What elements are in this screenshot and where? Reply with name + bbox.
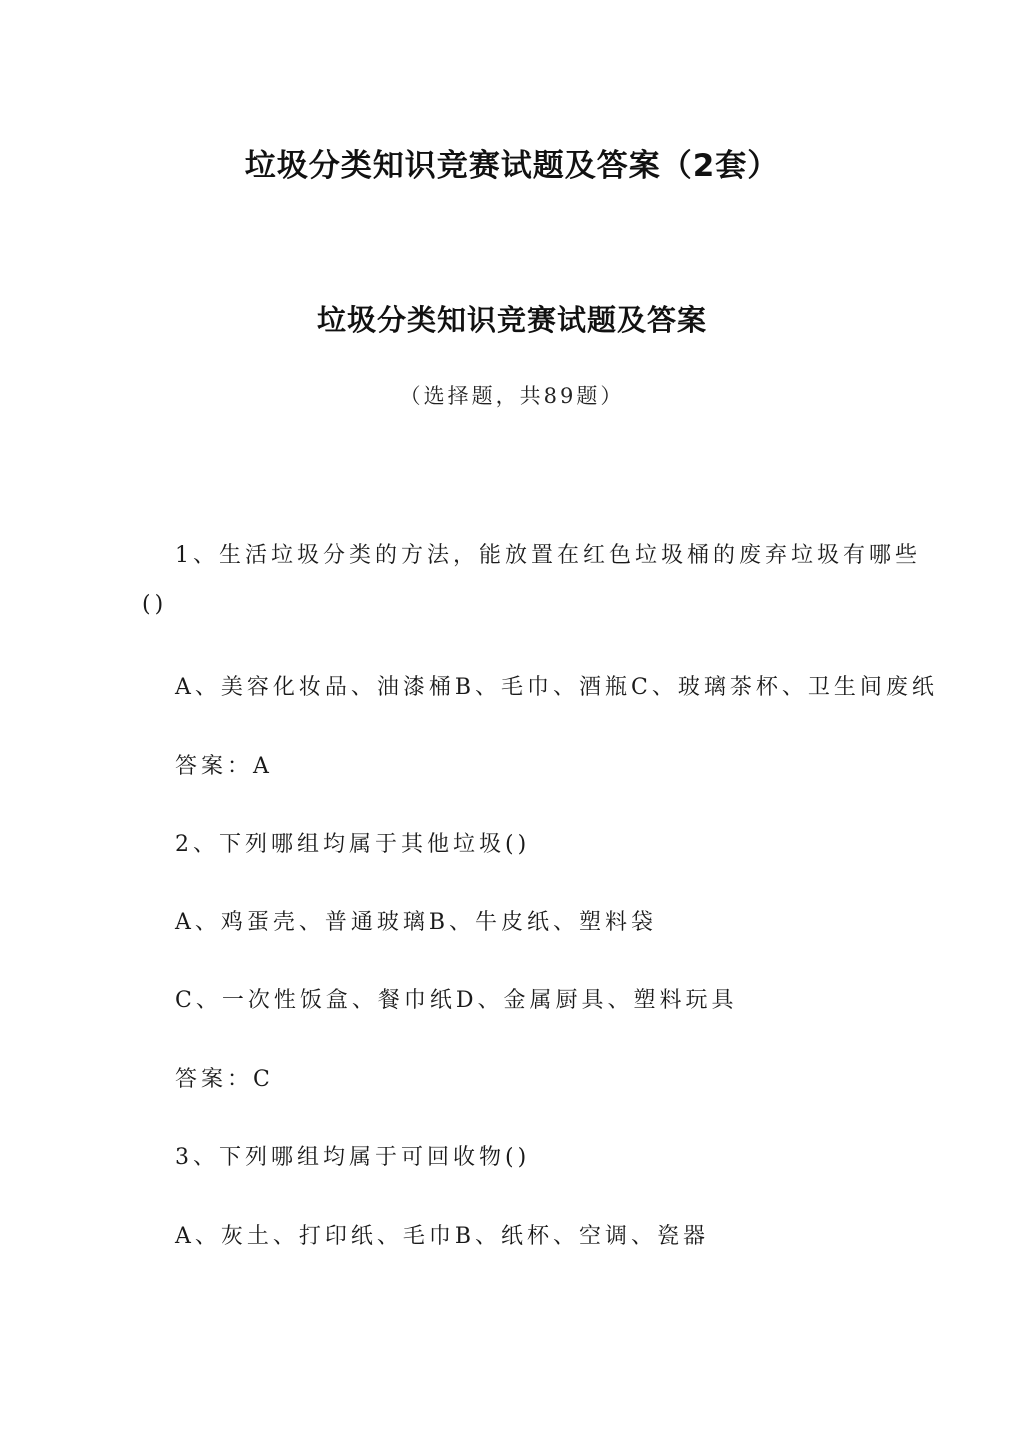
section-subtitle: （选择题，共89题） <box>399 384 625 408</box>
question-2-options-line-1: A、鸡蛋壳、普通玻璃B、牛皮纸、塑料袋 <box>175 910 658 935</box>
question-2-answer: 答案：C <box>175 1067 274 1092</box>
question-3-options: A、灰土、打印纸、毛巾B、纸杯、空调、瓷器 <box>175 1224 710 1249</box>
section-title: 垃圾分类知识竞赛试题及答案 <box>316 303 707 337</box>
question-2-stem: 2、下列哪组均属于其他垃圾() <box>175 832 531 857</box>
question-2-options-line-2: C、一次性饭盒、餐巾纸D、金属厨具、塑料玩具 <box>175 988 738 1013</box>
document-title: 垃圾分类知识竞赛试题及答案（2套） <box>244 148 780 184</box>
question-1-answer: 答案：A <box>175 754 273 779</box>
question-1-stem: 1、生活垃圾分类的方法，能放置在红色垃圾桶的废弃垃圾有哪些 <box>175 543 921 568</box>
question-3-stem: 3、下列哪组均属于可回收物() <box>175 1145 531 1170</box>
question-1-options: A、美容化妆品、油漆桶B、毛巾、酒瓶C、玻璃茶杯、卫生间废纸 <box>175 675 938 700</box>
question-1-stem-continued: () <box>142 592 168 617</box>
